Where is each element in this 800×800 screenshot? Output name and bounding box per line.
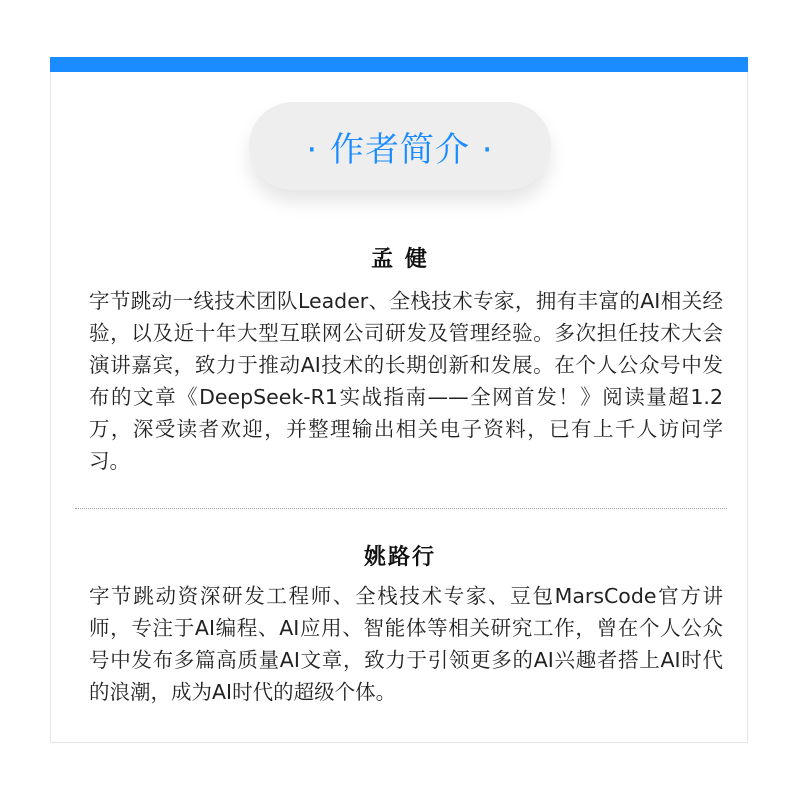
author-name-2: 姚路行: [363, 545, 436, 570]
section-title-pill: [249, 102, 551, 190]
author-bio-1: 字节跳动一线技术团队Leader、全栈技术专家，拥有丰富的AI相关经验，以及近十年大型互联网公司研发及管理经验。多次担任技术大会演讲嘉宾，致力于推动AI技术的长期创新和发展。在个人公众号中发布的文章《DeepSeek-R1实战指南——全网首发！》阅读量超1.2万，深受读者欢迎，并整理输出相关电子资料，已有上千人访问学习。: [89, 289, 723, 473]
accent-top-bar: [50, 57, 748, 72]
author-bio-2: 字节跳动资深研发工程师、全栈技术专家、豆包MarsCode官方讲师，专注于AI编程、AI应用、智能体等相关研究工作，曾在个人公众号中发布多篇高质量AI文章，致力于引领更多的AI兴趣者搭上AI时代的浪潮，成为AI时代的超级个体。: [89, 584, 723, 704]
author-name-1: 孟 健: [371, 247, 429, 272]
dotted-divider: [75, 508, 727, 509]
section-title: · 作者简介 ·: [306, 129, 494, 170]
